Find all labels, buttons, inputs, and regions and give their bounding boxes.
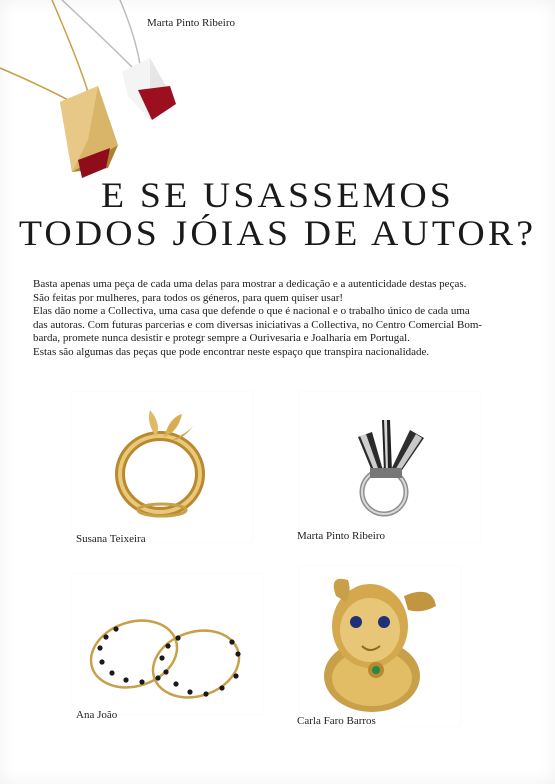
title-line-1: E SE USASSEMOS — [101, 175, 454, 215]
paragraph-3-line-1: Elas dão nome a Collectiva, uma casa que defende o que é nacional e o trabalho único de cada uma — [33, 305, 470, 318]
product-caption: Ana João — [76, 709, 118, 721]
product-photo-ana — [72, 574, 262, 714]
paragraph-3-line-3: barda, promete nunca desistir e protegr sempre a Ourivesaria e Joalharia em Portugal. — [33, 332, 410, 345]
paragraph-1: Basta apenas uma peça de cada uma delas para mostrar a dedicação e a autenticidade destas peças. — [33, 278, 467, 290]
paragraph-3-line-2: das autoras. Com futuras parcerias e com diversas iniciativas a Collectiva, no Centro Comercial Bom- — [33, 318, 483, 331]
gold-leaf-ring-icon — [72, 392, 252, 542]
top-caption: Marta Pinto Ribeiro — [147, 17, 235, 29]
product-caption: Marta Pinto Ribeiro — [297, 530, 385, 542]
product-photo-susana — [72, 392, 252, 542]
hoop-earrings-icon — [72, 574, 262, 714]
paragraph-2: São feitas por mulheres, para todos os géneros, para quem quiser usar! — [33, 291, 344, 304]
product-caption: Susana Teixeira — [76, 533, 146, 545]
article-body — [33, 278, 529, 360]
page-title — [0, 176, 555, 252]
silver-spike-ring-icon — [300, 392, 480, 542]
product-photo-marta — [300, 392, 480, 542]
paragraph-4: Estas são algumas das peças que pode encontrar neste espaço que transpira nacionalidade. — [33, 345, 430, 358]
gold-animal-ring-icon — [300, 566, 460, 726]
title-line-2: TODOS JÓIAS DE AUTOR? — [18, 213, 537, 253]
product-caption: Carla Faro Barros — [297, 715, 376, 727]
product-photo-carla — [300, 566, 460, 726]
